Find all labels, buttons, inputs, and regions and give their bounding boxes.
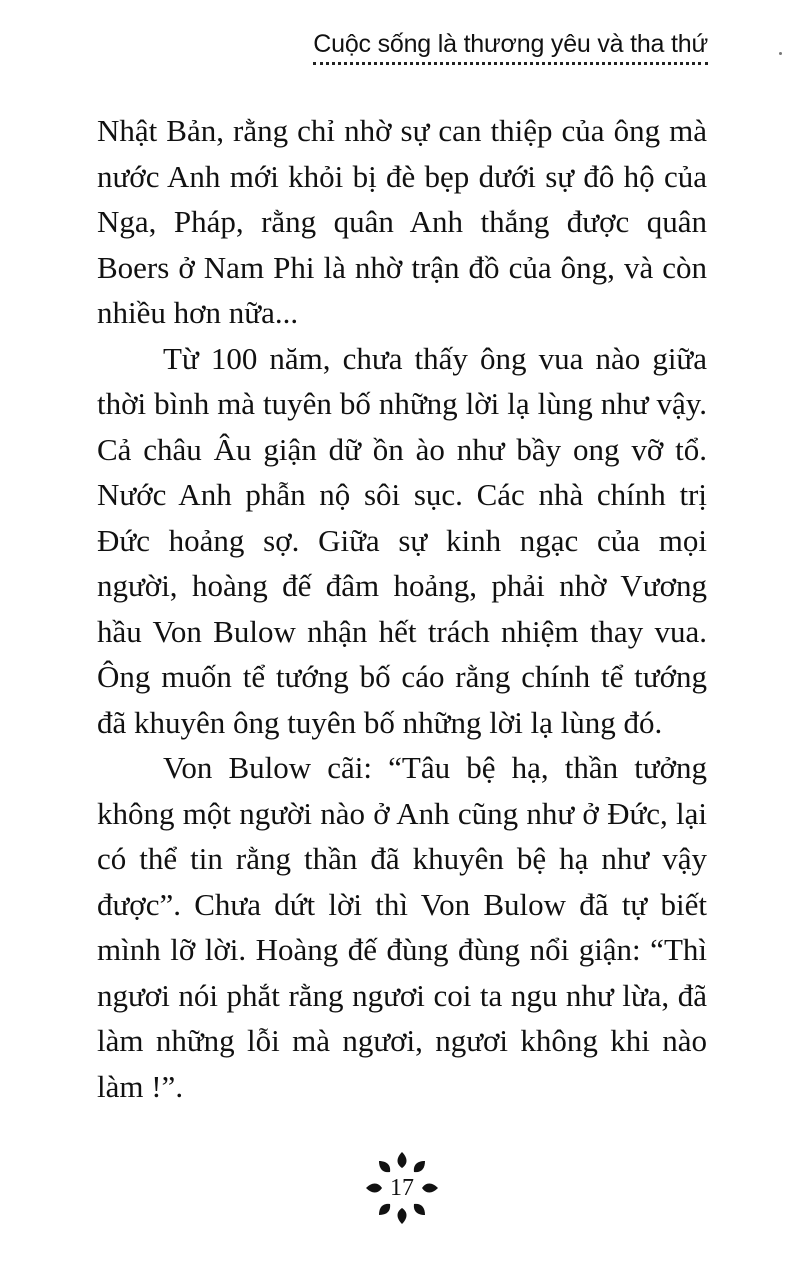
page-number: 17 <box>390 1174 414 1201</box>
running-title: Cuộc sống là thương yêu và tha thứ <box>313 30 708 58</box>
running-header <box>313 30 708 65</box>
page-edge-mark <box>779 52 782 55</box>
paragraph-1: Nhật Bản, rằng chỉ nhờ sự can thiệp của ông mà nước Anh mới khỏi bị đè bẹp dưới sự đô hộ của Nga, Pháp, rằng quân Anh thắng được quân Boers ở Nam Phi là nhờ trận đồ của ông, và còn nhiều hơn nữa... <box>97 113 707 330</box>
paragraph-2: Từ 100 năm, chưa thấy ông vua nào giữa thời bình mà tuyên bố những lời lạ lùng như vậy. Cả châu Âu giận dữ ồn ào như bầy ong vỡ tổ. Nước Anh phẫn nộ sôi sục. Các nhà chính trị Đức hoảng sợ. Giữa sự kinh ngạc của mọi người, hoàng đế đâm hoảng, phải nhờ Vương hầu Von Bulow nhận hết trách nhiệm thay vua. Ông muốn tể tướng bố cáo rằng chính tể tướng đã khuyên ông tuyên bố những lời lạ lùng đó. <box>97 340 707 740</box>
paragraph-3: Von Bulow cãi: “Tâu bệ hạ, thần tưởng không một người nào ở Anh cũng như ở Đức, lại có thể tin rằng thần đã khuyên bệ hạ như vậy được”. Chưa dứt lời thì Von Bulow đã tự biết mình lỡ lời. Hoàng đế đùng đùng nổi giận: “Thì ngươi nói phắt rằng ngươi coi ta ngu như lừa, đã làm những lỗi mà ngươi, ngươi không khi nào làm !”. <box>97 750 707 1104</box>
page-number-ornament <box>362 1148 442 1228</box>
body-text <box>97 108 707 1109</box>
